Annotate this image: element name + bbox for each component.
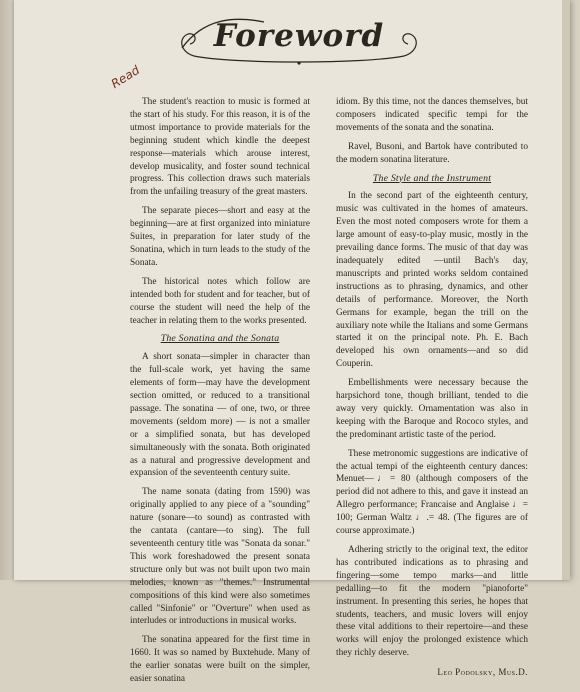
title-banner xyxy=(174,8,424,68)
handwritten-margin-note: Read xyxy=(108,62,143,92)
paragraph: idiom. By this time, not the dances themselves, but composers indicated specific tempi for the movements of the sonata and the sonatina. xyxy=(336,97,528,133)
document-page xyxy=(14,0,570,685)
paragraph: Ravel, Busoni, and Bartok have contributed to the modern sonatina literature. xyxy=(336,141,528,165)
paragraph: Adhering strictly to the original text, the editor has contributed indications as to phrasing and fingering—some tempo marks—and little pedalling—to fit the modern "pianoforte" instrument. In presenting this series, he hopes that students, teachers, and music lovers will enjoy these vital additions to their repertoire—and these works will enjoy the prolonged existence which they richly deserve. xyxy=(336,545,528,659)
page-title: Foreword xyxy=(213,18,385,54)
paragraph: The historical notes which follow are intended both for student and for teacher, but of course the student will need the help of the teacher in relating them to the works presented. xyxy=(130,276,310,326)
author-signature: Leo Podolsky, Mus.D. xyxy=(437,667,528,678)
paragraph: A short sonata—simpler in character than the full-scale work, yet having the same elements of form—may have the development section omitted, or reduced to a transitional passage. The sonatina — of one, two, or three movements (seldom more) — is not a smaller or a simplified sonata, but has developed simultaneously with the sonata. Both originated as a natural and progressive development and expansion of the seventeenth century suite. xyxy=(130,352,310,479)
left-column xyxy=(130,96,310,692)
paragraph: The sonatina appeared for the first time in 1660. It was so named by Buxtehude. Many of the earlier sonatas were built on the simpler, easier sonatina xyxy=(130,635,310,685)
right-column xyxy=(336,96,528,679)
paragraph: These metronomic suggestions are indicative of the actual tempi of the eighteenth century dances: Menuet—♩= 80 (although composers of the period did not adhere to this, and gave it instead an Allegro performance; Francaise and Anglaise ♩= 100; German Waltz ♩.= 48. (The figures are of course approximate.) xyxy=(336,448,528,537)
paragraph: Embellishments were necessary because the harpsichord tone, though brilliant, tended to die away very quickly. Ornamentation was also in keeping with the Baroque and Rococo styles, and the predominant artistic taste of the period. xyxy=(336,378,528,440)
paragraph: The name sonata (dating from 1590) was originally applied to any piece of a "sounding" nature (sonare—to sound) as contrasted with the cantata (cantare—to sing). The full seventeenth century title was "Sonata da sonar." This work foreshadowed the present sonata structure only but was not built upon two main melodies, known as "themes." Instrumental compositions of this kind were also sometimes called "Sinfonie" or "Overture" when used as interludes or introductions in musical works. xyxy=(130,487,310,627)
page-edge xyxy=(0,0,14,580)
adjacent-page-strip xyxy=(562,0,570,580)
section-heading: The Sonatina and the Sonata xyxy=(160,333,280,345)
paragraph: In the second part of the eighteenth century, music was cultivated in the homes of amateurs. Even the most noted composers wrote for them a large amount of easy-to-play music, mostly in the prevailing dance forms. The music of that day was inadequately edited —until Bach's day, manuscripts and printed works seldom contained instructions as to phrasing, dynamics, and other details of performance. Moreover, the North Germans for example, began the trill on the auxiliary note while the Italians and some Germans started it on the principal note. Ph. E. Bach developed his own ornaments—and so did Couperin. xyxy=(336,191,528,370)
paragraph: The separate pieces—short and easy at the beginning—are at first organized into miniature Suites, in preparation for later study of the Sonatina, which in turn leads to the study of the Sonata. xyxy=(130,206,310,268)
paragraph: The student's reaction to music is formed at the start of his study. For this reason, it is of the utmost importance to provide materials for the beginning student which kindle the deepest response—materials which arouse interest, develop musicality, and foster sound technical progress. This collection draws such materials from the unfailing treasury of the great masters. xyxy=(130,97,310,198)
section-heading: The Style and the Instrument xyxy=(372,172,492,184)
